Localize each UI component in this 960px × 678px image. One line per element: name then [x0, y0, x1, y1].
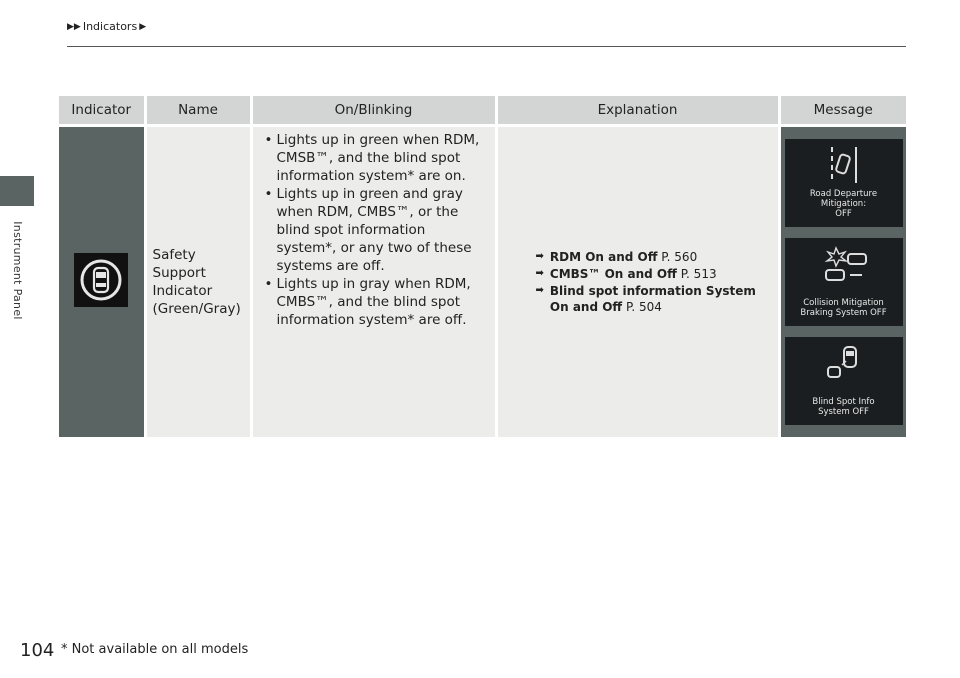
reference-arrow-icon: ➡ — [535, 268, 544, 279]
breadcrumb-arrow-icon: ▶ — [139, 21, 147, 32]
page-number: 104 — [20, 640, 55, 661]
reference-arrow-icon: ➡ — [535, 285, 544, 296]
indicator-table — [59, 96, 906, 437]
header-rule — [67, 46, 906, 47]
lane-departure-icon — [814, 145, 874, 185]
name-line: Indicator — [152, 283, 213, 299]
header-indicator: Indicator — [59, 96, 145, 126]
safety-support-indicator-icon — [74, 253, 128, 307]
header-on-blinking: On/Blinking — [251, 96, 496, 126]
collision-icon — [814, 244, 874, 284]
name-line: (Green/Gray) — [152, 301, 241, 317]
header-explanation: Explanation — [496, 96, 779, 126]
reference-arrow-icon: ➡ — [535, 251, 544, 262]
reference-link[interactable]: ➡ CMBS™ On and Off P. 513 — [535, 267, 717, 281]
blind-spot-icon — [814, 343, 874, 383]
table-header-row — [59, 96, 906, 126]
table-row — [59, 126, 906, 438]
breadcrumb-arrow-icon: ▶▶ — [67, 21, 81, 32]
on-blinking-cell — [251, 126, 496, 438]
reference-link[interactable]: ➡ RDM On and Off P. 560 — [535, 250, 698, 264]
list-item: • Lights up in green and gray when RDM, CMBS™, or the blind spot information system*, or any two of these systems are off. — [267, 185, 489, 275]
name-cell — [145, 126, 251, 438]
message-display: Collision Mitigation Braking System OFF — [785, 238, 903, 326]
list-item: • Lights up in green when RDM, CMSB™, and the blind spot information system* are on. — [267, 131, 489, 185]
section-label: Instrument Panel — [10, 220, 24, 320]
footnote: * Not available on all models — [61, 642, 249, 657]
on-blinking-list — [267, 131, 489, 329]
reference-link[interactable]: ➡ Blind spot information System On and Off P. 504 — [535, 284, 756, 314]
list-item: • Lights up in gray when RDM, CMBS™, and the blind spot information system* are off. — [267, 275, 489, 329]
header-message: Message — [779, 96, 906, 126]
section-tab — [0, 176, 34, 206]
header-name: Name — [145, 96, 251, 126]
breadcrumb — [67, 20, 146, 33]
breadcrumb-section[interactable]: Indicators — [82, 20, 138, 33]
name-line: Safety Support — [152, 247, 206, 281]
explanation-cell — [496, 126, 779, 438]
message-display: Blind Spot Info System OFF — [785, 337, 903, 425]
indicator-cell — [59, 126, 145, 438]
message-cell — [779, 126, 906, 438]
message-display: Road Departure Mitigation: OFF — [785, 139, 903, 227]
